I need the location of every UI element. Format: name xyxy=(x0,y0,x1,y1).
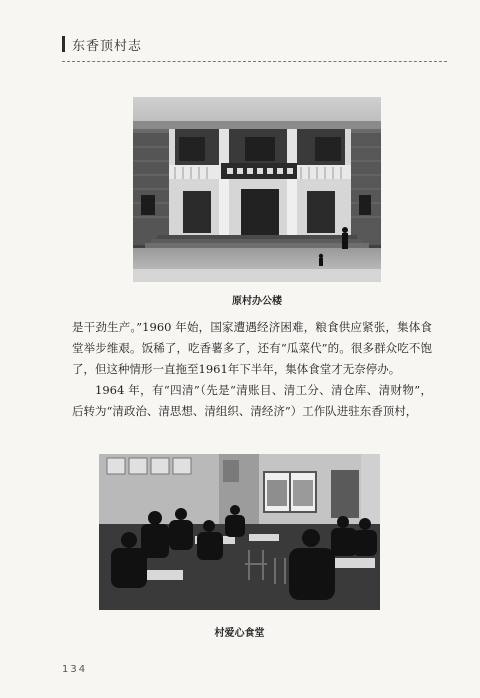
header-title: 东香顶村志 xyxy=(72,39,143,54)
office-building-photo xyxy=(133,97,381,282)
figure-caption: 原村办公楼 xyxy=(232,296,282,307)
paragraph: 是干劲生产。”1960 年始，国家遭遇经济困难，粮食供应紧张，集体食堂举步维艰。饭稀了，吃香薯多了，还有“瓜菜代”的。很多群众吃不饱了，但这种情形一直拖至1961年下半年，集体食堂才无奈停办。 xyxy=(72,320,432,376)
figure-caption: 村爱心食堂 xyxy=(214,628,265,639)
village-canteen-photo xyxy=(99,454,380,610)
header-accent-bar xyxy=(62,36,65,52)
paragraph: 1964 年，有“四清”（先是“清账目、清工分、清仓库、清财物”，后转为“清政治、清思想、清组织、清经济”）工作队进驻东香顶村， xyxy=(72,383,432,418)
header-divider xyxy=(62,61,447,62)
page-number: 134 xyxy=(62,664,88,675)
running-header xyxy=(62,28,447,62)
body-text xyxy=(72,317,432,422)
